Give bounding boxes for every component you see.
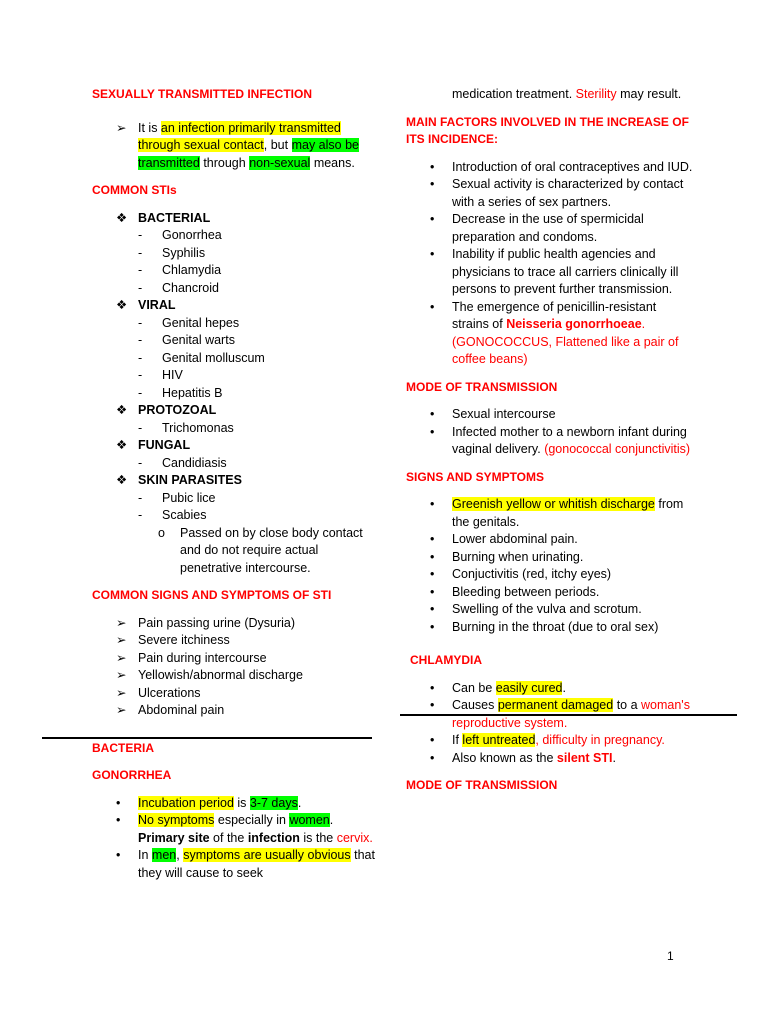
dot-bullet-icon: • <box>430 549 435 564</box>
factors-list <box>406 159 696 369</box>
diamond-bullet-icon: ❖ <box>116 298 128 312</box>
dot-bullet-icon: • <box>430 567 435 581</box>
dot-bullet-icon: • <box>430 532 435 546</box>
right-column <box>406 86 696 795</box>
list-item: ➢ Yellowish/abnormal discharge <box>92 667 382 685</box>
mode-of-transmission-heading: MODE OF TRANSMISSION <box>406 379 558 394</box>
dash-bullet-icon: - <box>138 315 143 330</box>
dash-bullet-icon: - <box>138 455 143 470</box>
dot-bullet-icon: • <box>430 247 435 261</box>
list-item: • Swelling of the vulva and scrotum. <box>406 601 696 619</box>
list-item: • Also known as the silent STI. <box>406 750 696 768</box>
list-item: • Sexual intercourse <box>406 406 696 424</box>
sti-intro: ➢ It is an infection primarily transmitted through sexual contact, but may also be transmitted through non-sexual means. <box>116 120 359 170</box>
dot-bullet-icon: • <box>430 698 435 712</box>
diamond-bullet-icon: ❖ <box>116 473 128 487</box>
dash-bullet-icon: - <box>138 385 143 400</box>
dot-bullet-icon: • <box>430 733 435 747</box>
list-item: - Candidiasis <box>92 455 382 473</box>
gonorrhea-heading: GONORRHEA <box>92 768 172 782</box>
dot-bullet-icon: • <box>116 848 121 862</box>
list-item: - Chlamydia <box>92 262 382 280</box>
list-item: • In men, symptoms are usually obvious that they will cause to seek <box>116 848 375 880</box>
diamond-bullet-icon: ❖ <box>116 438 128 452</box>
arrow-bullet-icon: ➢ <box>116 703 127 717</box>
category-skin-parasites: ❖ SKIN PARASITES <box>92 472 382 490</box>
list-item: • Conjuctivitis (red, itchy eyes) <box>406 566 696 584</box>
dot-bullet-icon: • <box>430 584 435 599</box>
dot-bullet-icon: • <box>430 212 435 226</box>
list-item: • Greenish yellow or whitish discharge from the genitals. <box>430 497 684 529</box>
dot-bullet-icon: • <box>116 813 121 827</box>
signs-list <box>406 496 696 636</box>
mode-of-transmission-heading-2: MODE OF TRANSMISSION <box>406 778 558 792</box>
list-item: ➢ Severe itchiness <box>92 632 382 650</box>
factors-heading: MAIN FACTORS INVOLVED IN THE INCREASE OF ITS INCIDENCE: <box>406 114 689 146</box>
dot-bullet-icon: • <box>430 407 435 421</box>
dash-bullet-icon: - <box>138 228 143 242</box>
dot-bullet-icon: • <box>430 424 435 439</box>
list-item: - HIV <box>92 367 382 385</box>
common-signs-heading: COMMON SIGNS AND SYMPTOMS OF STI <box>92 588 332 602</box>
dot-bullet-icon: • <box>430 602 435 616</box>
list-item: - Genital hepes <box>92 315 382 333</box>
chlamydia-heading: CHLAMYDIA <box>410 653 482 667</box>
list-item: - Genital warts <box>92 332 382 350</box>
dash-bullet-icon: - <box>138 368 143 382</box>
list-item: • If left untreated, difficulty in pregnancy. <box>406 732 696 750</box>
dot-bullet-icon: • <box>430 159 435 174</box>
signs-heading: SIGNS AND SYMPTOMS <box>406 469 545 484</box>
list-item: • Bleeding between periods. <box>406 584 696 602</box>
dash-bullet-icon: - <box>138 490 143 505</box>
list-item: • Sexual activity is characterized by contact with a series of sex partners. <box>430 177 684 209</box>
left-column <box>92 86 382 882</box>
list-item: • Introduction of oral contraceptives and IUD. <box>406 159 696 177</box>
dot-bullet-icon: • <box>116 795 121 810</box>
circle-bullet-icon: o <box>158 525 165 540</box>
arrow-bullet-icon: ➢ <box>116 668 127 682</box>
list-item: • Can be easily cured. <box>406 680 696 698</box>
diamond-bullet-icon: ❖ <box>116 210 128 225</box>
common-signs-list <box>92 615 382 720</box>
category-protozoal: ❖ PROTOZOAL <box>92 402 382 420</box>
list-item: • The emergence of penicillin-resistant strains of Neisseria gonorrhoeae. (GONOCOCCUS, Flattened like a pair of coffee beans) <box>430 299 679 366</box>
dot-bullet-icon: • <box>430 619 435 634</box>
list-item: • Inability if public health agencies and physicians to trace all carriers clinically ill persons to prevent further transmission. <box>430 247 679 296</box>
category-fungal: ❖ FUNGAL <box>92 437 382 455</box>
list-item: - Pubic lice <box>92 490 382 508</box>
continuation-text: medication treatment. Sterility may result. <box>452 87 682 101</box>
list-item: • Burning in the throat (due to oral sex) <box>406 619 696 637</box>
dash-bullet-icon: - <box>138 263 143 277</box>
dot-bullet-icon: • <box>430 299 435 314</box>
arrow-bullet-icon: ➢ <box>116 685 127 700</box>
common-stis-heading: COMMON STIs <box>92 183 177 197</box>
list-item: ➢ Pain passing urine (Dysuria) <box>92 615 382 633</box>
list-item: - Syphilis <box>92 245 382 263</box>
list-item: ➢ Abdominal pain <box>92 702 382 720</box>
list-item: • Infected mother to a newborn infant during vaginal delivery. (gonococcal conjunctivitis) <box>430 424 691 456</box>
bacteria-heading: BACTERIA <box>92 740 154 755</box>
list-item: - Gonorrhea <box>92 227 382 245</box>
list-item: - Chancroid <box>92 280 382 298</box>
list-item: ➢ Pain during intercourse <box>92 650 382 668</box>
list-item: ➢ Ulcerations <box>92 685 382 703</box>
list-item: • Decrease in the use of spermicidal preparation and condoms. <box>430 212 644 244</box>
arrow-bullet-icon: ➢ <box>116 120 127 135</box>
category-viral: ❖ VIRAL <box>92 297 382 315</box>
dash-bullet-icon: - <box>138 350 143 365</box>
dot-bullet-icon: • <box>430 497 435 511</box>
category-bacterial: ❖ BACTERIAL <box>92 210 382 228</box>
list-item: - Genital molluscum <box>92 350 382 368</box>
list-item: - Trichomonas <box>92 420 382 438</box>
dash-bullet-icon: - <box>138 333 143 347</box>
list-item: • Burning when urinating. <box>406 549 696 567</box>
dot-bullet-icon: • <box>430 680 435 695</box>
sti-categories <box>92 210 382 578</box>
mode-list <box>406 406 696 459</box>
chlamydia-list <box>406 680 696 768</box>
list-item: • No symptoms especially in women. Primary site of the infection is the cervix. <box>116 813 373 845</box>
list-item: • Incubation period is 3-7 days. <box>92 795 382 813</box>
list-item: • Causes permanent damaged to a woman's reproductive system. <box>430 698 690 730</box>
section-divider-left <box>42 737 372 739</box>
dash-bullet-icon: - <box>138 508 143 522</box>
dot-bullet-icon: • <box>430 750 435 765</box>
scabies-note: o Passed on by close body contact and do not require actual penetrative intercourse. <box>158 525 363 575</box>
dash-bullet-icon: - <box>138 280 143 295</box>
list-item: - Scabies <box>92 507 382 525</box>
list-item: - Hepatitis B <box>92 385 382 403</box>
arrow-bullet-icon: ➢ <box>116 633 127 647</box>
dot-bullet-icon: • <box>430 177 435 191</box>
dash-bullet-icon: - <box>138 420 143 435</box>
gonorrhea-list <box>92 795 382 883</box>
page-number: 1 <box>667 949 674 963</box>
diamond-bullet-icon: ❖ <box>116 403 128 417</box>
arrow-bullet-icon: ➢ <box>116 650 127 665</box>
sti-heading: SEXUALLY TRANSMITTED INFECTION <box>92 87 313 101</box>
arrow-bullet-icon: ➢ <box>116 615 127 630</box>
section-divider-right <box>400 714 737 716</box>
dash-bullet-icon: - <box>138 245 143 260</box>
list-item: • Lower abdominal pain. <box>406 531 696 549</box>
